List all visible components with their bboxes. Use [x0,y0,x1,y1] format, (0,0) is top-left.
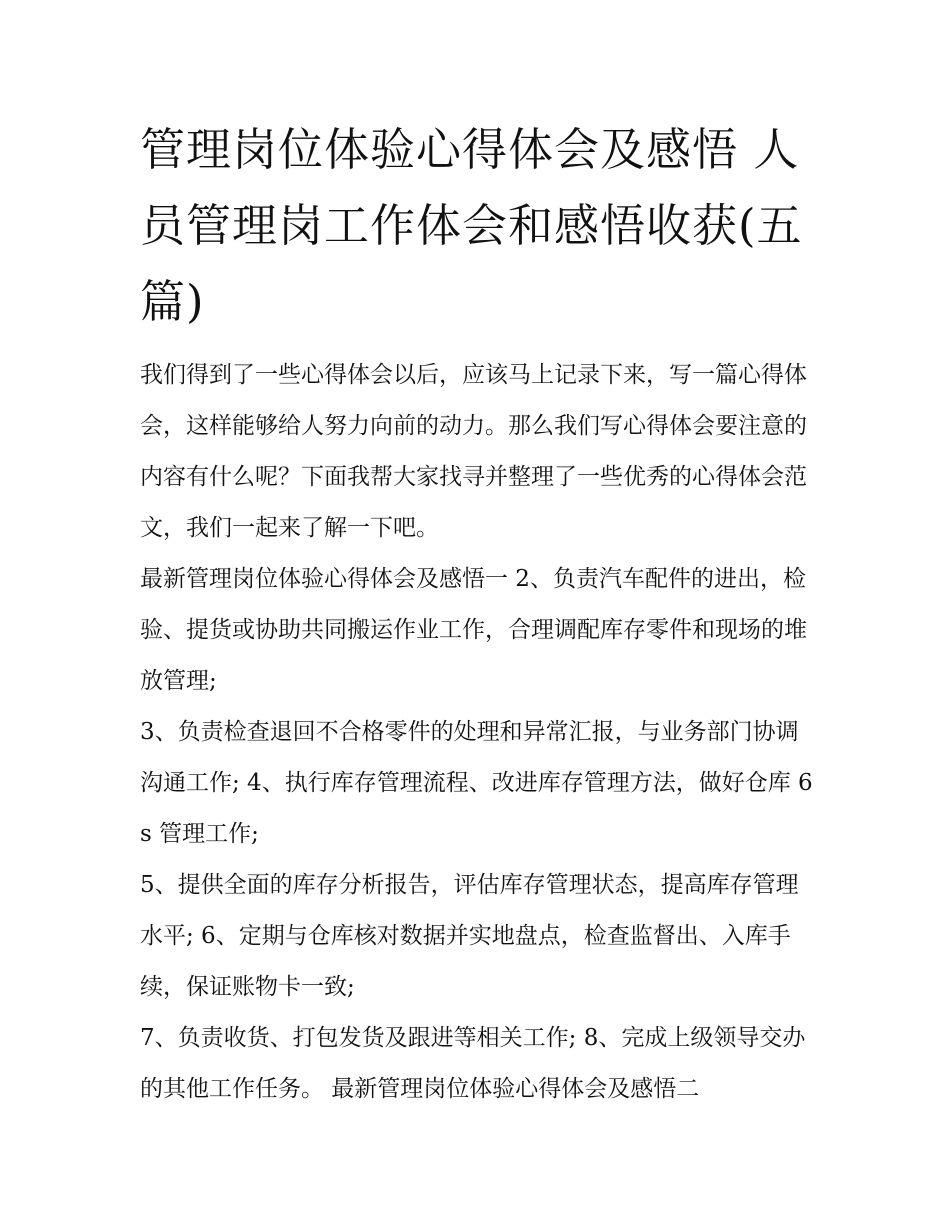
body-paragraph-4: 7、负责收货、打包发货及跟进等相关工作; 8、完成上级领导交办的其他工作任务。 最新管理岗位体验心得体会及感悟二 [140,1025,806,1102]
intro-paragraph: 我们得到了一些心得体会以后，应该马上记录下来，写一篇心得体会，这样能够给人努力向前的动力。那么我们写心得体会要注意的内容有什么呢？下面我帮大家找寻并整理了一些优秀的心得体会范文，我们一起来了解一下吧。 [140,362,807,541]
body-paragraph-1: 最新管理岗位体验心得体会及感悟一 2、负责汽车配件的进出，检验、提货或协助共同搬运作业工作，合理调配库存零件和现场的堆放管理; [140,566,807,694]
body-paragraph-2: 3、负责检查退回不合格零件的处理和异常汇报，与业务部门协调沟通工作; 4、执行库存管理流程、改进库存管理方法，做好仓库 6s 管理工作; [140,719,813,847]
body-paragraph-3: 5、提供全面的库存分析报告，评估库存管理状态，提高库存管理水平; 6、定期与仓库核对数据并实地盘点，检查监督出、入库手续，保证账物卡一致; [140,872,799,1000]
document-page [140,112,815,1115]
document-title: 管理岗位体验心得体会及感悟 人员管理岗工作体会和感悟收获(五篇) [140,123,803,328]
